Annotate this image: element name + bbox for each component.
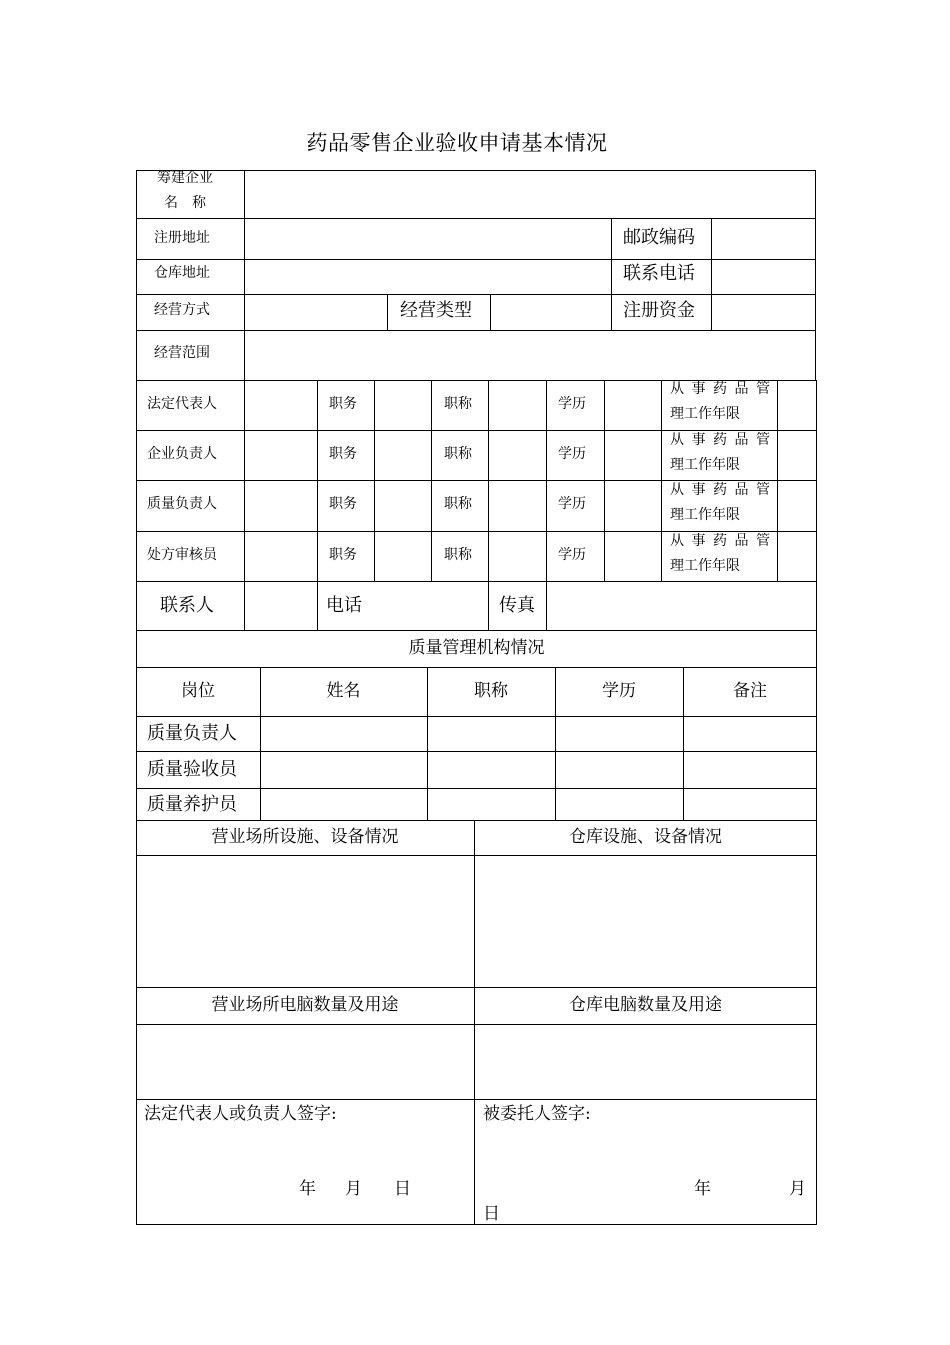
quality-maintainer-row-label: 质量养护员 [147, 794, 237, 815]
warehouse-computers-field[interactable] [476, 1026, 815, 1098]
prescription-reviewer-label: 处方审核员 [147, 547, 217, 563]
postal-code-field[interactable] [713, 220, 814, 258]
fax-field[interactable] [548, 583, 816, 630]
quality-inspector-row-label: 质量验收员 [147, 759, 237, 780]
signature-day-label: 日 [394, 1179, 411, 1199]
delegate-signature-field[interactable] [476, 1128, 815, 1178]
title-label: 职称 [444, 396, 472, 412]
registered-capital-label: 注册资金 [623, 300, 695, 321]
store-computers-field[interactable] [138, 1026, 473, 1098]
column-header-remarks: 备注 [733, 681, 767, 701]
telephone-label: 电话 [326, 595, 362, 616]
legal-rep-signature-label: 法定代表人或负责人签字: [144, 1104, 337, 1124]
position-label: 职务 [329, 446, 357, 462]
contact-person-label: 联系人 [160, 595, 214, 616]
delegate-month-label: 月 [789, 1179, 806, 1199]
registered-address-field[interactable] [246, 220, 610, 258]
position-label: 职务 [329, 496, 357, 512]
business-scope-label: 经营范围 [154, 345, 210, 361]
legal-rep-label: 法定代表人 [147, 396, 217, 412]
education-label: 学历 [558, 547, 586, 563]
delegate-year-label: 年 [694, 1179, 711, 1199]
quality-org-table [136, 630, 817, 821]
telephone-field[interactable] [375, 583, 487, 630]
warehouse-address-field[interactable] [246, 261, 610, 293]
work-years-label: 从事药品管 理工作年限 [670, 482, 770, 523]
signature-month-label: 月 [345, 1179, 362, 1199]
column-header-post: 岗位 [181, 681, 215, 701]
business-type-field[interactable] [492, 296, 610, 329]
legal-rep-signature-field[interactable] [138, 1128, 473, 1178]
company-name-label: 筹建企业 名 称 [157, 170, 213, 211]
warehouse-computers-heading: 仓库电脑数量及用途 [569, 995, 722, 1015]
page-title: 药品零售企业验收申请基本情况 [306, 131, 608, 155]
title-label: 职称 [444, 547, 472, 563]
business-mode-field[interactable] [246, 296, 386, 329]
warehouse-address-label: 仓库地址 [154, 265, 210, 281]
delegate-signature-label: 被委托人签字: [483, 1104, 591, 1124]
business-mode-label: 经营方式 [154, 302, 210, 318]
delegate-day-label: 日 [483, 1204, 500, 1224]
column-header-title: 职称 [474, 681, 508, 701]
quality-head-row-label: 质量负责人 [147, 723, 237, 744]
quality-org-heading: 质量管理机构情况 [408, 638, 545, 658]
signature-year-label: 年 [299, 1179, 316, 1199]
store-facilities-heading: 营业场所设施、设备情况 [211, 827, 399, 847]
phone-label: 联系电话 [623, 263, 695, 284]
position-label: 职务 [329, 396, 357, 412]
title-label: 职称 [444, 496, 472, 512]
education-label: 学历 [558, 446, 586, 462]
store-computers-heading: 营业场所电脑数量及用途 [211, 995, 399, 1015]
registered-capital-field[interactable] [713, 296, 814, 329]
company-name-field[interactable] [246, 172, 814, 217]
postal-code-label: 邮政编码 [623, 227, 695, 248]
work-years-label: 从事药品管 理工作年限 [670, 432, 770, 473]
business-type-label: 经营类型 [400, 300, 472, 321]
fax-label: 传真 [499, 595, 535, 616]
position-label: 职务 [329, 547, 357, 563]
work-years-label: 从事药品管 理工作年限 [670, 533, 770, 574]
company-head-label: 企业负责人 [147, 446, 217, 462]
column-header-name: 姓名 [326, 681, 361, 701]
title-label: 职称 [444, 446, 472, 462]
business-scope-field[interactable] [246, 332, 814, 380]
column-header-education: 学历 [602, 681, 636, 701]
education-label: 学历 [558, 496, 586, 512]
warehouse-facilities-heading: 仓库设施、设备情况 [569, 827, 722, 847]
store-facilities-field[interactable] [138, 857, 473, 986]
education-label: 学历 [558, 396, 586, 412]
work-years-label: 从事药品管 理工作年限 [670, 381, 770, 422]
warehouse-facilities-field[interactable] [476, 857, 815, 986]
quality-head-label: 质量负责人 [147, 496, 217, 512]
phone-field[interactable] [713, 261, 814, 293]
contact-person-field[interactable] [246, 583, 316, 630]
registered-address-label: 注册地址 [154, 230, 210, 246]
